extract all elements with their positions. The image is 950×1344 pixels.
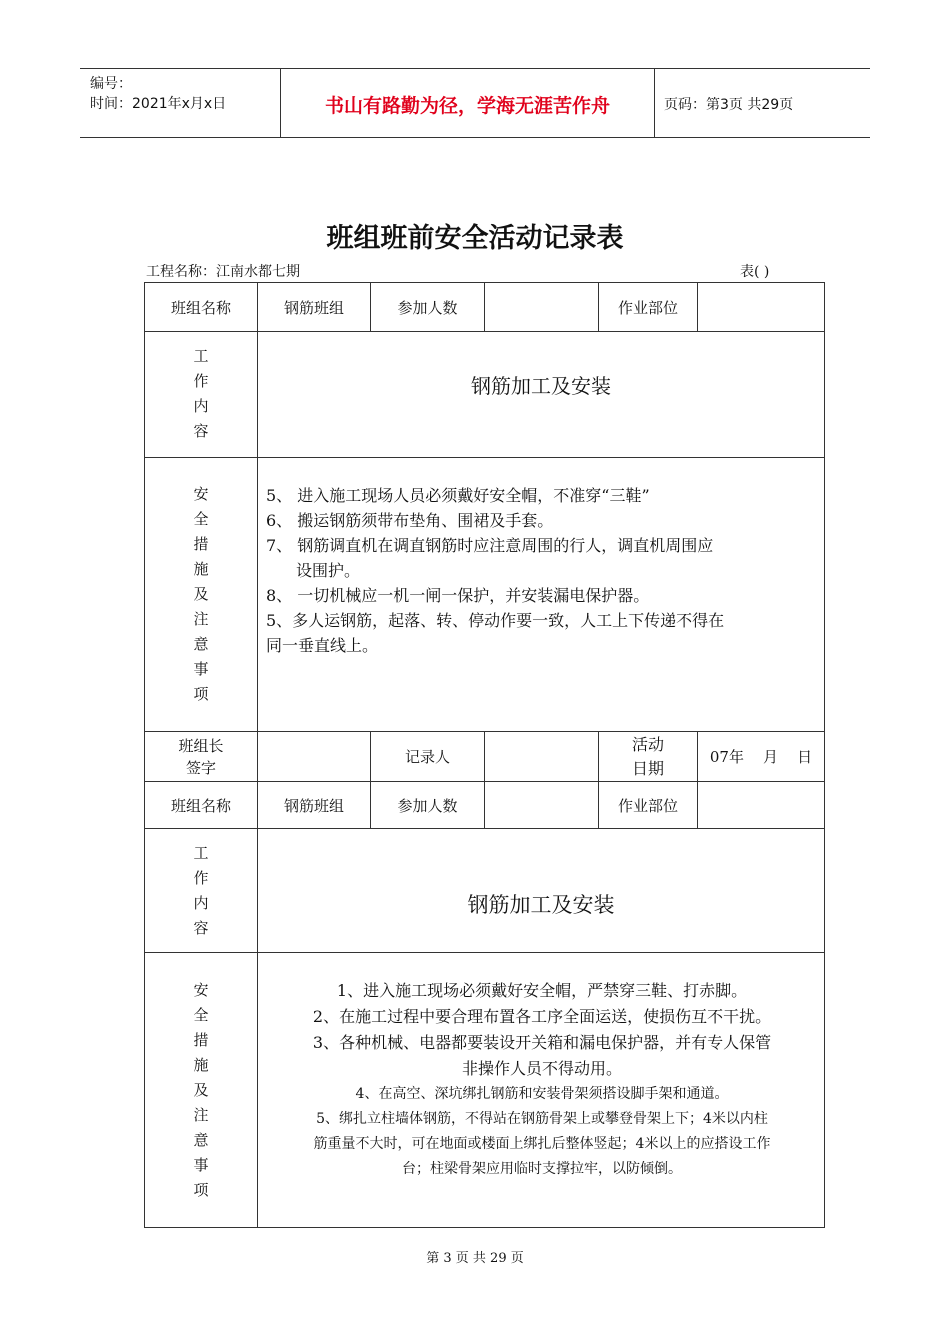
leader-sign-label: 班组长 签字 — [178, 736, 224, 777]
table-divider — [484, 731, 485, 781]
page-header — [80, 68, 870, 138]
work-content-value: 钢筋加工及安装 — [467, 893, 615, 917]
project-label: 工程名称：江南水都七期 — [146, 264, 300, 280]
table-divider — [144, 952, 825, 953]
participants-value — [485, 283, 598, 331]
header-motto: 书山有路勤为径，学海无涯苦作舟 — [324, 95, 610, 117]
activity-date-value: 07年 月 日 — [709, 748, 813, 766]
table-divider — [144, 331, 825, 332]
list-item: 台；柱梁骨架应用临时支撑拉牢，以防倾倒。 — [402, 1161, 682, 1177]
list-item: 2、在施工过程中要合理布置各工序全面运送，使损伤互不干扰。 — [312, 1007, 772, 1026]
team-name-value: 钢筋班组 — [283, 298, 344, 317]
time-label: 时间：2021年x月x日 — [90, 96, 227, 112]
list-item: 同一垂直线上。 — [266, 636, 379, 655]
list-item: 1、进入施工现场必须戴好安全帽，严禁穿三鞋、打赤脚。 — [336, 981, 748, 1000]
list-item: 7、 钢筋调直机在调直钢筋时应注意周围的行人，调直机周围应 — [266, 536, 714, 555]
table-border — [144, 1227, 825, 1228]
list-item: 筋重量不大时，可在地面或楼面上绑扎后整体竖起；4米以上的应搭设工作 — [313, 1136, 771, 1152]
list-item: 3、各种机械、电器都要装设开关箱和漏电保护器，并有专人保管 — [312, 1033, 772, 1052]
safety-measures-list — [266, 483, 818, 658]
safety-measures-list — [262, 978, 822, 1182]
list-item: 非操作人员不得动用。 — [461, 1059, 622, 1078]
page-footer: 第 3 页 共 29 页 — [426, 1251, 524, 1266]
work-area-value — [698, 283, 824, 331]
list-item: 4、在高空、深坑绑扎钢筋和安装骨架须搭设脚手架和通道。 — [355, 1086, 729, 1102]
header-divider — [654, 69, 655, 137]
list-item: 5、绑扎立柱墙体钢筋，不得站在钢筋骨架上或攀登骨架上下；4米以内柱 — [316, 1111, 768, 1127]
table-divider — [144, 828, 825, 829]
participants-label: 参加人数 — [397, 298, 458, 317]
work-content-label: 工 作 内 容 — [193, 844, 209, 937]
list-item: 8、 一切机械应一机一闸一保护，并安装漏电保护器。 — [266, 586, 650, 605]
table-divider — [484, 781, 485, 828]
recorder-label: 记录人 — [404, 748, 450, 766]
serial-label: 编号： — [90, 76, 132, 92]
team-name-label: 班组名称 — [170, 796, 231, 815]
header-meta — [80, 69, 280, 137]
safety-measures-label: 安 全 措 施 及 注 意 事 项 — [193, 485, 209, 703]
work-content-value: 钢筋加工及安装 — [471, 373, 611, 398]
work-area-label: 作业部位 — [617, 298, 678, 317]
table-number: 表( ) — [740, 264, 770, 280]
table-divider — [257, 282, 258, 1227]
participants-label: 参加人数 — [397, 796, 458, 815]
table-divider — [144, 457, 825, 458]
list-item: 设围护。 — [296, 561, 361, 580]
header-page-info: 页码：第3页 共29页 — [664, 97, 794, 113]
list-item: 6、 搬运钢筋须带布垫角、围裙及手套。 — [266, 511, 554, 530]
safety-measures-label: 安 全 措 施 及 注 意 事 项 — [193, 981, 209, 1199]
activity-date-label: 活动 日期 — [631, 734, 664, 778]
work-content-label: 工 作 内 容 — [193, 347, 209, 440]
document-title: 班组班前安全活动记录表 — [326, 223, 624, 254]
work-area-label: 作业部位 — [617, 796, 678, 815]
list-item: 5、 进入施工现场人员必须戴好安全帽，不准穿“三鞋” — [266, 486, 650, 505]
list-item: 5、多人运钢筋，起落、转、停动作要一致，人工上下传递不得在 — [266, 611, 725, 630]
team-name-label: 班组名称 — [170, 298, 231, 317]
table-divider — [697, 781, 698, 828]
team-name-value: 钢筋班组 — [283, 796, 344, 815]
table-border — [824, 282, 825, 1227]
